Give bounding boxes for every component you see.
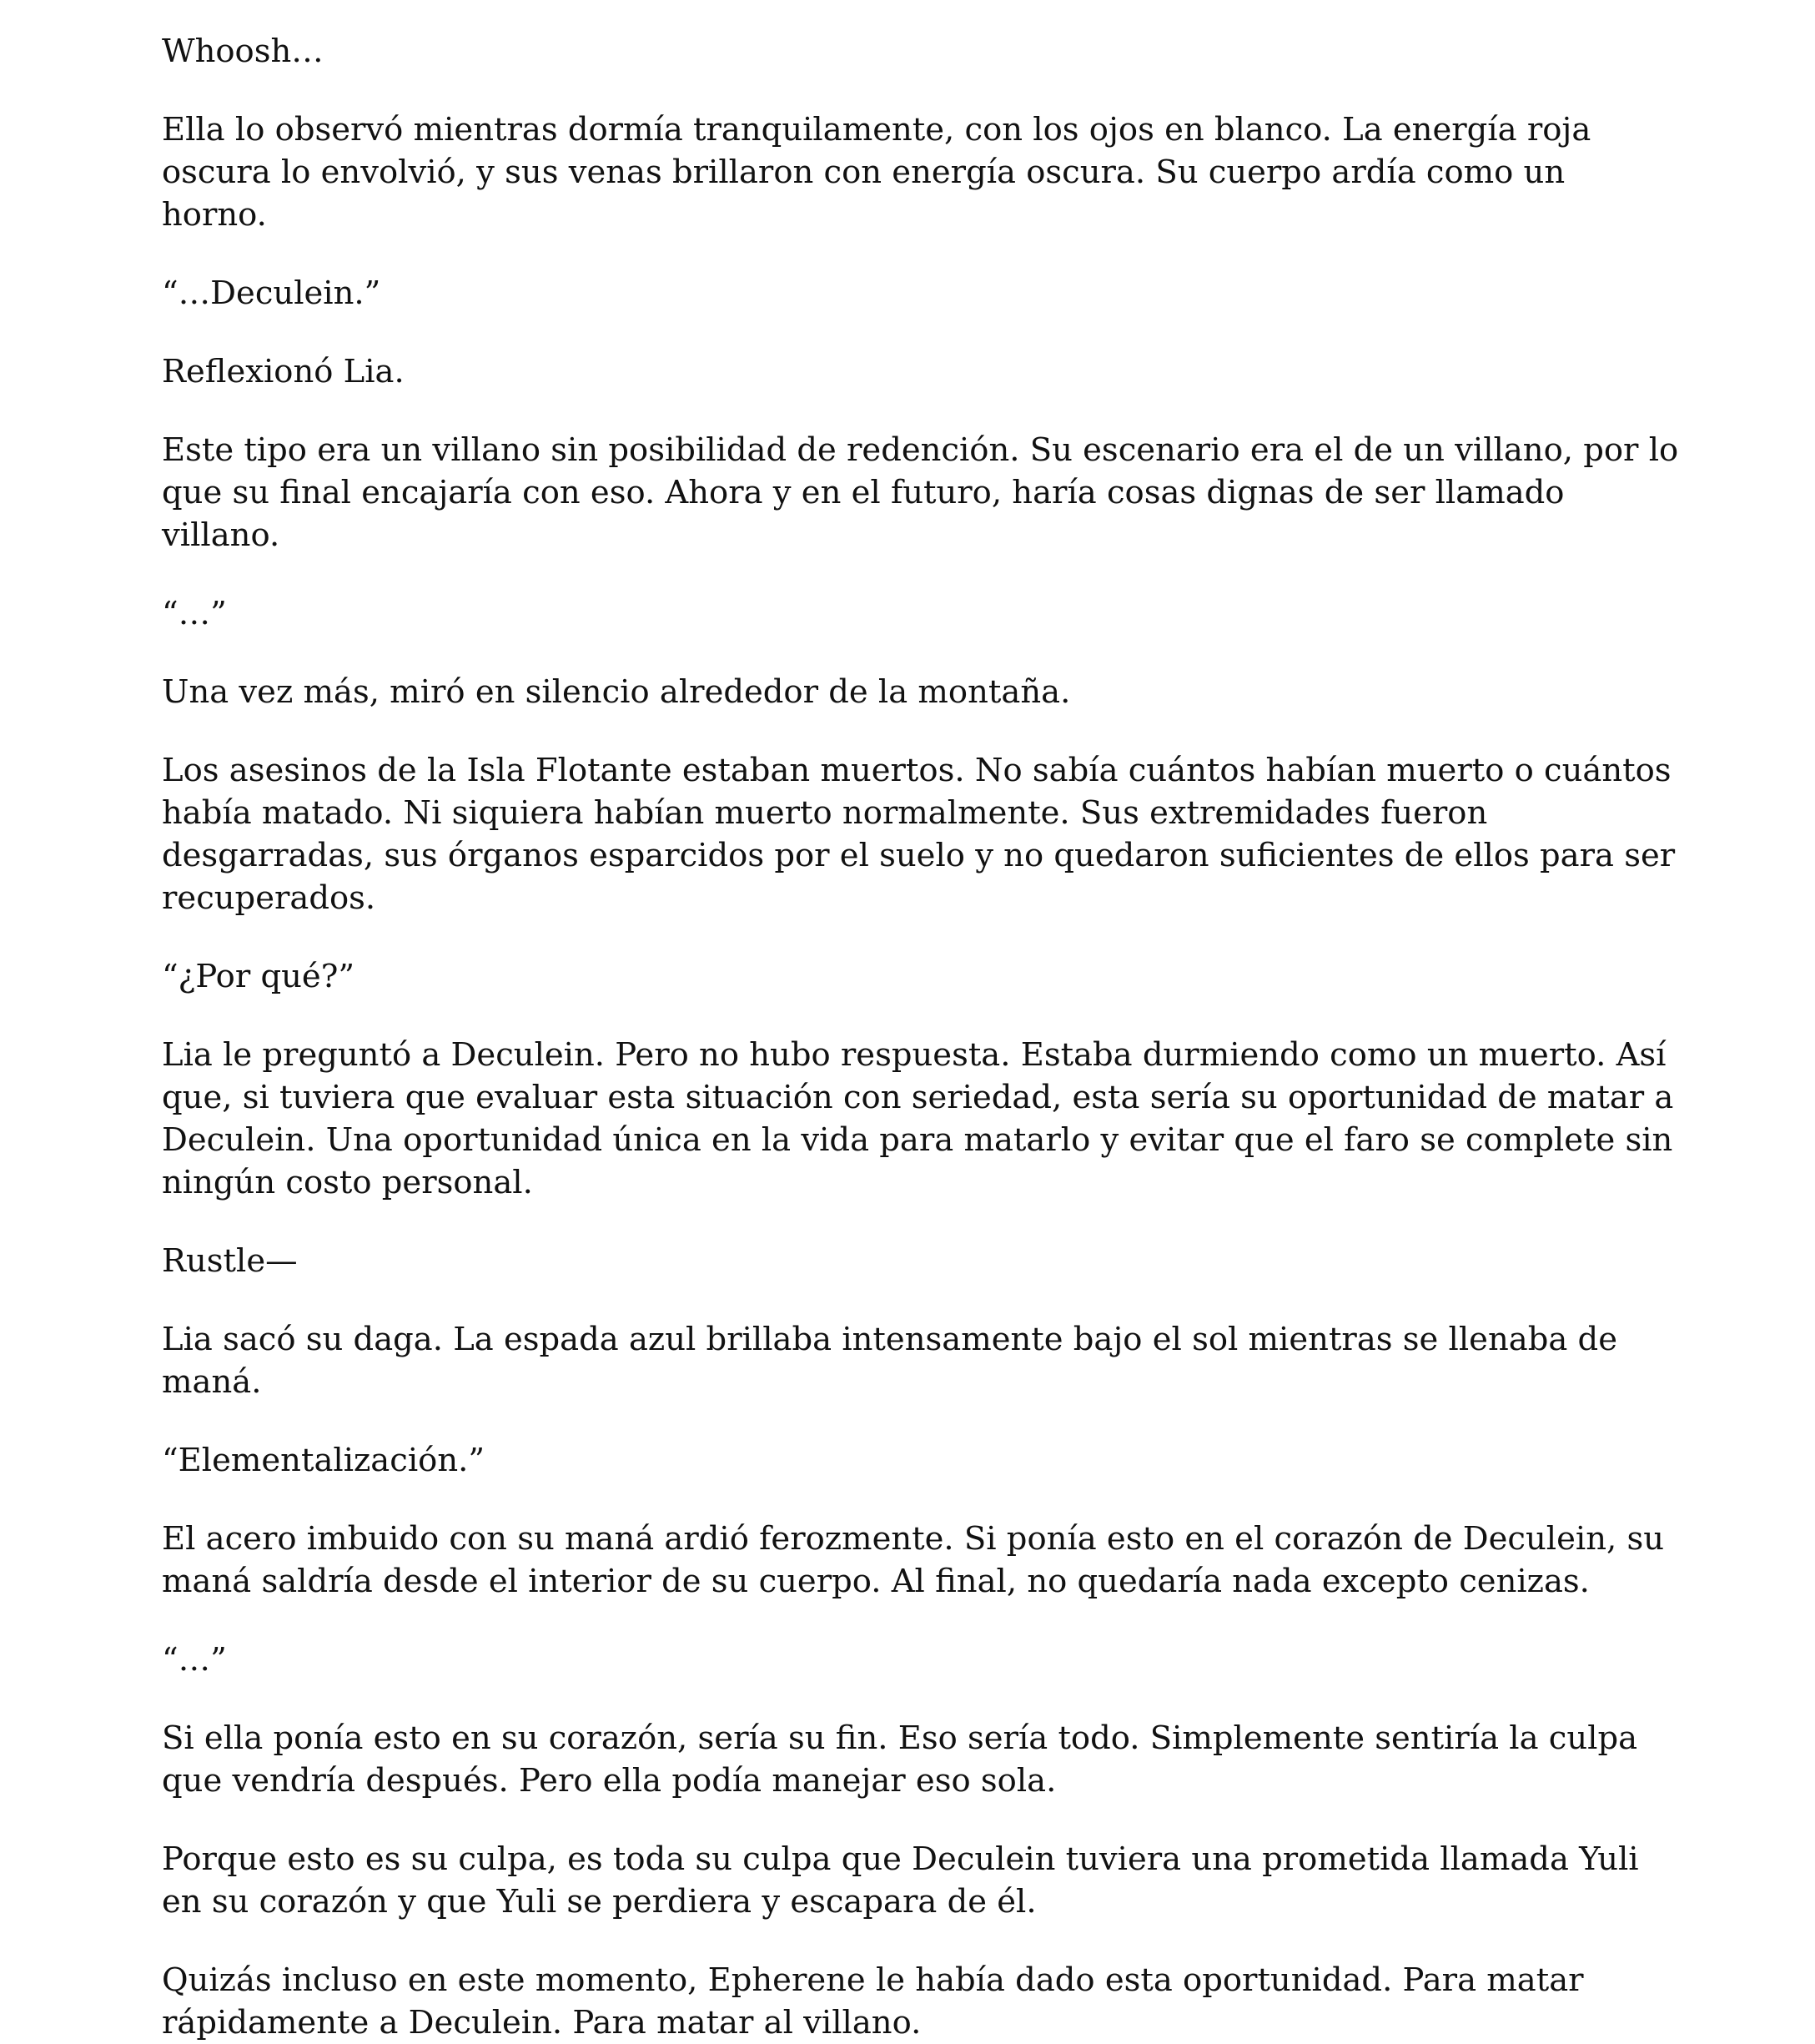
paragraph: Porque esto es su culpa, es toda su culpa que Deculein tuviera una prometida llamada Yuli en su corazón y que Yuli se perdiera y escapara de él. bbox=[162, 1840, 1639, 1921]
paragraph: Whoosh… bbox=[162, 33, 324, 70]
paragraph: “…Deculein.” bbox=[162, 274, 381, 312]
paragraph: Ella lo observó mientras dormía tranquilamente, con los ojos en blanco. La energía roja oscura lo envolvió, y sus venas brillaron con energía oscura. Su cuerpo ardía como un horno. bbox=[162, 111, 1591, 234]
document-body bbox=[162, 30, 1680, 2044]
paragraph: Este tipo era un villano sin posibilidad de redención. Su escenario era el de un villano, por lo que su final encajaría con eso. Ahora y en el futuro, haría cosas dignas de ser llamado villano. bbox=[162, 431, 1679, 554]
paragraph: Lia sacó su daga. La espada azul brillaba intensamente bajo el sol mientras se llenaba de maná. bbox=[162, 1321, 1617, 1401]
paragraph: “…” bbox=[162, 1641, 227, 1679]
paragraph: Una vez más, miró en silencio alrededor de la montaña. bbox=[162, 673, 1071, 711]
paragraph: “…” bbox=[162, 595, 227, 632]
paragraph: Quizás incluso en este momento, Epherene le había dado esta oportunidad. Para matar rápidamente a Deculein. Para matar al villano. bbox=[162, 1961, 1584, 2041]
paragraph: “Elementalización.” bbox=[162, 1442, 485, 1479]
paragraph: Los asesinos de la Isla Flotante estaban muertos. No sabía cuántos habían muerto o cuántos había matado. Ni siquiera habían muerto normalmente. Sus extremidades fueron desgarradas, sus órganos esparcidos por el suelo y no quedaron suficientes de ellos para ser recuperados. bbox=[162, 752, 1676, 917]
paragraph: El acero imbuido con su maná ardió ferozmente. Si ponía esto en el corazón de Deculein, su maná saldría desde el interior de su cuerpo. Al final, no quedaría nada excepto cenizas. bbox=[162, 1520, 1665, 1600]
paragraph: Lia le preguntó a Deculein. Pero no hubo respuesta. Estaba durmiendo como un muerto. Así que, si tuviera que evaluar esta situación con seriedad, esta sería su oportunidad de matar a Deculein. Una oportunidad única en la vida para matarlo y evitar que el faro se complete sin ningún costo personal. bbox=[162, 1036, 1674, 1201]
paragraph: Reflexionó Lia. bbox=[162, 353, 405, 390]
paragraph: Rustle— bbox=[162, 1242, 298, 1280]
paragraph: Si ella ponía esto en su corazón, sería su fin. Eso sería todo. Simplemente sentiría la culpa que vendría después. Pero ella podía manejar eso sola. bbox=[162, 1719, 1638, 1800]
paragraph: “¿Por qué?” bbox=[162, 958, 355, 995]
